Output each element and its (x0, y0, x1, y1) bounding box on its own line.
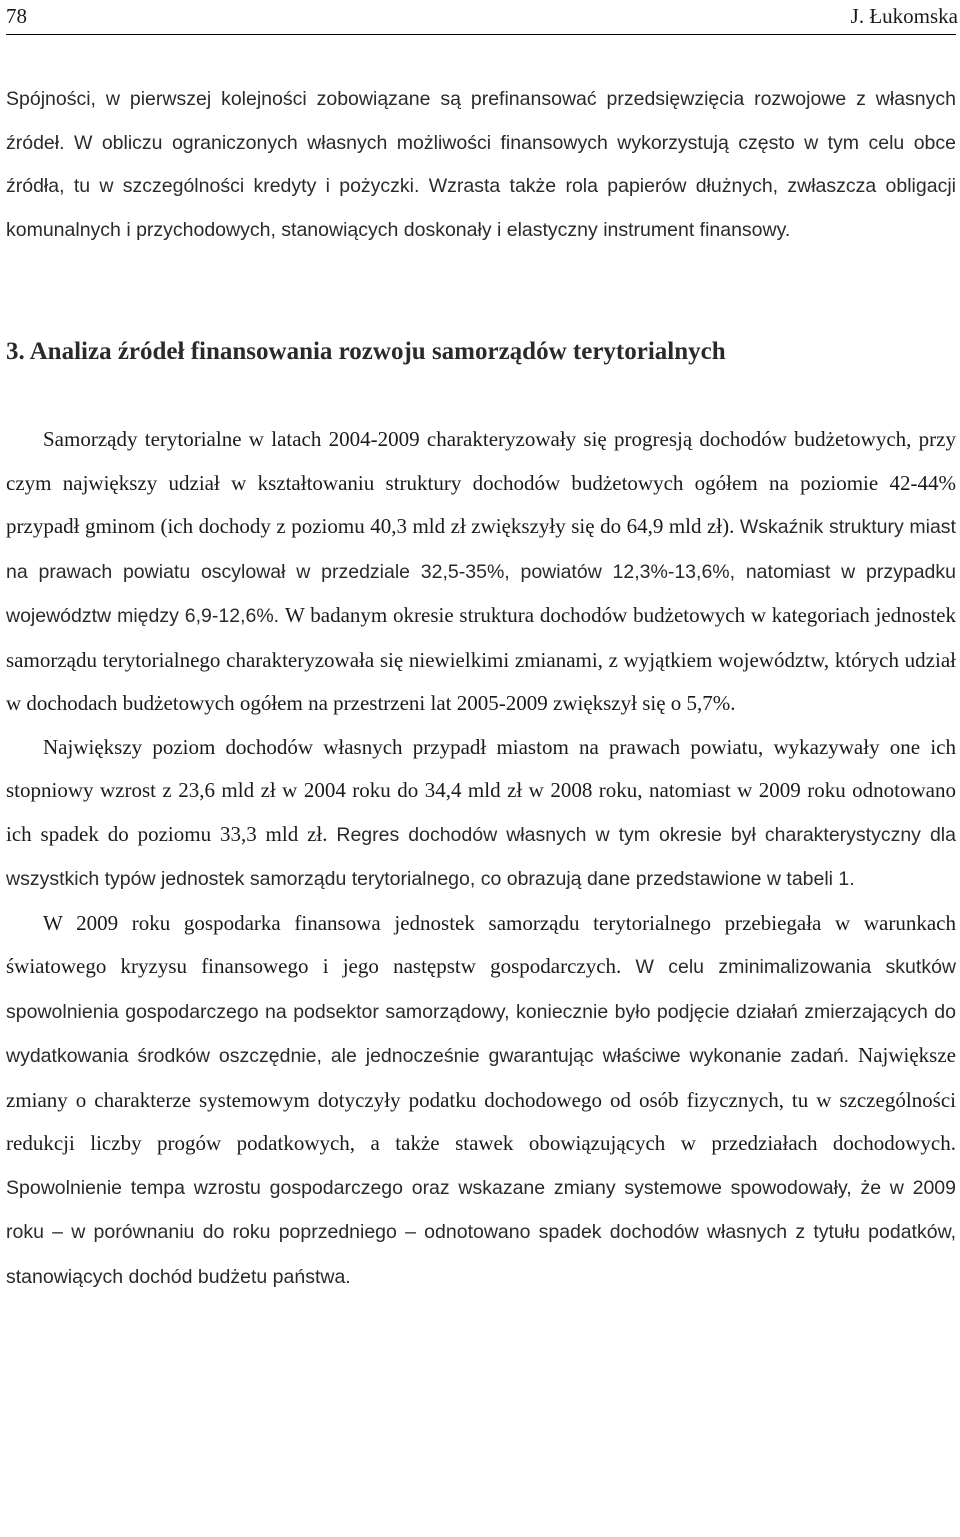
text-segment: W 2009 roku gospodarka finansowa jednostek samorządu terytorialnego przebiegała w warunkach światowego kryzysu finansowego i jego następstw gospodarczych. (6, 910, 956, 978)
section-heading: 3. Analiza źródeł finansowania rozwoju samorządów terytorialnych (6, 338, 726, 365)
text-segment: Samorządy terytorialne w latach 2004-2009 charakteryzowały się progresją dochodów budżetowych, przy czym największy udział w kształtowaniu struktury dochodów budżetowych ogółem na poziomie 42-44% przypadł gminom (ich dochody z poziomu 40,3 mld zł zwiększyły się do 64,9 mld zł). (6, 427, 956, 538)
text-segment: Regres dochodów własnych w tym okresie był charakterystyczny dla wszystkich typów jednostek samorządu terytorialnego, co obrazują dane przedstawione w tabeli 1. (6, 823, 956, 890)
paragraph-budget-revenues (6, 418, 956, 726)
running-header (6, 0, 956, 35)
text-segment: W celu zminimalizowania skutków spowolnienia gospodarczego na podsektor samorządowy, koniecznie było podjęcie działań zmierzających do wydatkowania środków oszczędnie, ale jednocześnie gwarantując właściwe wykonanie zadań. (6, 956, 956, 1067)
paragraph-continuation (6, 78, 956, 252)
text-segment: Wskaźnik struktury miast na prawach powiatu oscylował w przedziale 32,5-35%, powiatów 12,3%-13,6%, natomiast w przypadku województw między 6,9-12,6%. (6, 516, 956, 627)
running-header-author: J. Łukomska (850, 4, 958, 28)
text-segment: W badanym okresie struktura dochodów budżetowych w kategoriach jednostek samorządu terytorialnego charakteryzowała się niewielkimi zmianami, z wyjątkiem województw, których udział w dochodach budżetowych ogółem na przestrzeni lat 2005-2009 zwiększył się o 5,7%. (6, 603, 957, 715)
document-page (6, 0, 956, 1299)
paragraph-crisis-2009 (6, 902, 956, 1300)
page-number: 78 (6, 4, 27, 28)
text-segment: Spowolnienie tempa wzrostu gospodarczego oraz wskazane zmiany systemowe spowodowały, że w 2009 roku – w porównaniu do roku poprzedniego – odnotowano spadek dochodów własnych z tytułu podatków, stanowiących dochód budżetu państwa. (6, 1176, 956, 1288)
paragraph-own-revenues (6, 726, 956, 902)
text-segment: Spójności, w pierwszej kolejności zobowiązane są prefinansować przedsięwzięcia rozwojowe z własnych źródeł. W obliczu ograniczonych własnych możliwości finansowych wykorzystują często w tym celu obce źródła, tu w szczególności kredyty i pożyczki. Wzrasta także rola papierów dłużnych, zwłaszcza obligacji komunalnych i przychodowych, stanowiących doskonały i elastyczny instrument finansowy. (6, 88, 956, 241)
text-segment: Największy poziom dochodów własnych przypadł miastom na prawach powiatu, wykazywały one ich stopniowy wzrost z 23,6 mld zł w 2004 roku do 34,4 mld zł w 2008 roku, natomiast w 2009 roku odnotowano ich spadek do poziomu 33,3 mld zł. (6, 734, 956, 846)
text-segment: Największe zmiany o charakterze systemowym dotyczyły podatku dochodowego od osób fizycznych, tu w szczególności redukcji liczby progów podatkowych, a także stawek obowiązujących w przedziałach dochodowych. (6, 1043, 956, 1155)
